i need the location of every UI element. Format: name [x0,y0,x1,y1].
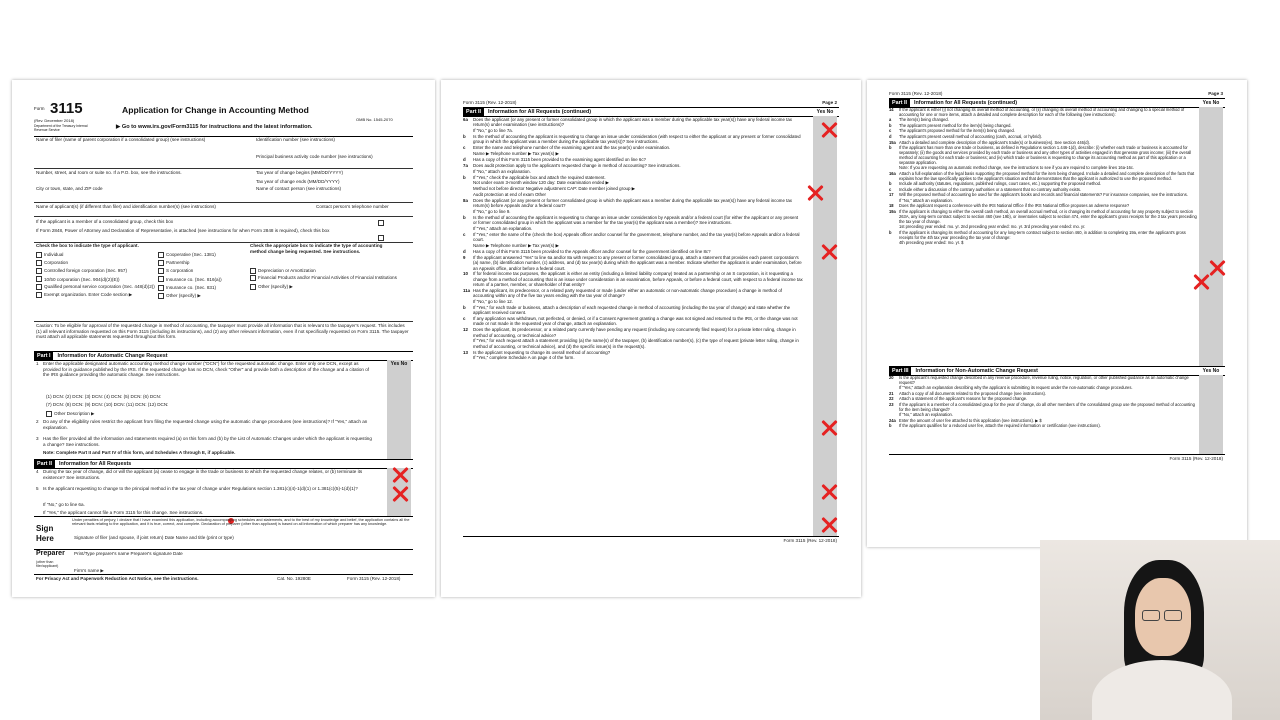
form-page-1: Form 3115 (Rev. December 2018) Department of the Treasury Internal Revenue Service Application for Change in Accounting Method ▶ Go to www.irs.gov/Form3115 for instructions and the latest information. OMB No. 1545-2070 Name of filer (name of parent corporation if a consolidated group) (see instructions) Identification number (see instructions) Principal business activity code number (see instructions) Number, street, and room or suite no. If a P.O. box, see the instructions. Tax year of change begins (MM/DD/YYYY) Tax year of change ends (MM/DD/YYYY) City or town, state, and ZIP code Name of contact person (see instructions) Name of applicant(s) (if different than filer) and identification number(s) (see instructions) Contact person's telephone number If the applicant is a member of a consolidated group, check this box If Form 2848, Power of Attorney and Declaration of Representative, is attached (see instructions for when Form 2848 is required), check this box Check the box to indicate the type of applicant. Individual Corporation Controlled foreign corporation (Sec. 957) 10/50 corporation (Sec. 904(d)(2)(E)) Qualified personal service corporation (Sec. 448(d)(2)) Exempt organization. Enter Code section ▶ Cooperative (Sec. 1381) Partnership S corporation Insurance co. (Sec. 816(a)) Insurance co. (Sec. 831) Other (specify) ▶ Check the appropriate box to indicate the type of accounting method change being requested. See instructions. Depreciation or Amortization Financial Products and/or Financial Activities of Financial Institutions Other (specify) ▶ Caution: To be eligible for approval of the requested change in method of accounting, the taxpayer must provide all information that is relevant to the taxpayer's request. This includes (1) all relevant information requested on this Form 3115 (including its instructions), and (2) any other relevant information, even if not specifically requested on Form 3115. The taxpayer must attach all applicable statements requested throughout this form. Part I Information for Automatic Change Request Yes No 1 Enter the applicable designated automatic accounting method change number ("DCN") for the requested automatic change. Enter only one DCN, except as provided for in guidance published by the IRS. If the requested change has no DCN, check "Other" and provide both a description of the change and a citation of the IRS guidance providing the automatic change. See instructions. (1) DCN: (2) DCN: (3) DCN: (4) DCN: (5) DCN: (6) DCN: (7) DCN: (8) DCN: (9) DCN: (10) DCN: (11) DCN: (12) DCN: Other Description ▶ 2 Do any of the eligibility rules restrict the applicant from filing the requested change using the automatic change procedures (see instructions)? If "Yes," attach an explanation. 3 Has the filer provided all the information and statements required (a) on this form and (b) by the List of Automatic Changes under which the applicant is requesting a change? See instructions. Note: Complete Part II and Part IV of this form, and Schedules A through E, if applicable. Part II Information for All Requests 4 During the tax year of change, did or will the applicant (a) cease to engage in the trade or business to which the requested change relates, or (b) terminate its existence? See instructions. 5 Is the applicant requesting to change to the principal method in the tax year of change under Regulations section 1.381(c)(4)-1(d)(1) or 1.381(c)(5)-1(d)(1)? If "No," go to line 6a. If "Yes," the applicant cannot file a Form 3115 for this change. See instructions. Sign Here Under penalties of perjury, I declare that I have examined this application, including accompanying schedules and statements, and to the best of my knowledge and belief, the application contains all the relevant facts relating to the application, and it is true, correct, and complete. Declaration of preparer (other than applicant) is based on all information of which preparer has any knowledge. Signature of filer (and spouse, if joint return) Date Name and title (print or type) Preparer (other than filer/applicant) Print/Type preparer's name Preparer's signature Date Firm's name ▶ For Privacy Act and Paperwork Reduction Act Notice, see the instructions. Cat. No. 19280E Form 3115 (Rev. 12-2018) [12,80,435,597]
form-line [463,128,803,133]
line-text: Is the applicant requesting to change its overall method of accounting? [473,349,611,355]
line-number [463,128,473,133]
yes-no-header: Yes No [816,109,834,115]
line-number [889,241,899,246]
line-number: 7a [463,162,468,168]
form-line [889,376,1197,386]
line-text: Attach a full explanation of the legal basis supporting the proposed method for the item being changed. Include a detailed and complete description of the facts that explains how the law specifically applies to the applicant's situation and that demonstrates that the applicant is authorized to use the proposed method. [899,170,1195,181]
line-text: Attach a detailed and complete description of the applicant's trade(s) or business(es). See section 446(d). [899,139,1091,145]
line-text: Not under exam 3-month window 120 day: Date examination ended ▶ [473,180,609,186]
line-number [463,180,473,185]
page3-part2-header: Part II Information for All Requests (continued) [889,98,1225,108]
line-text: Method not before director Negative adjustment CAP: Date member joined group ▶ [473,186,636,192]
field-identification-number[interactable]: Identification number (see instructions) [256,137,335,142]
line-text: If any application was withdrawn, not perfected, or denied, or if a Consent Agreement granting a change was not signed and returned to the IRS, or the change was not made or not made in the requested year of change, attach an explanation. [473,316,798,327]
page2-part-header: Part II Information for All Requests (continued) [463,107,839,117]
line-number: c [463,232,466,238]
applicant-type-heading: Check the box to indicate the type of applicant. [36,243,139,248]
line-text: Is the applicant's requested change described in any revenue procedure, revenue ruling, notice, regulation, or other published guidance as an automatic change request? [899,375,1189,385]
line-text: 4th preceding year ended: mo. yr. $ [899,240,964,246]
applicant-type-corporation[interactable]: Corporation [36,259,156,267]
form-line [889,231,1197,241]
line-number: b [889,181,892,187]
line-text: If for federal income tax purposes, the applicant is either an entity (including a limited liability company) treated as a partnership or an S corporation, is it requesting a change from a method of accounting that is an issue under consideration in an examination, before Appeals, or before a federal court, with respect to a federal income tax return of a partner, member, or shareholder of that entity? [473,271,803,288]
line-number: c [889,186,892,192]
form-line [463,209,803,214]
dcn-row-1[interactable]: (1) DCN: (2) DCN: (3) DCN: (4) DCN: (5) DCN: (6) DCN: [46,394,162,399]
line-text: If the applicant is either (i) not changing its overall method of accounting, or (ii) changing its overall method of accounting and changing to a special method of accounting for one or more items, attach a detailed and complete description for each of the following (see instructions): [899,107,1185,117]
dcn-other[interactable]: Other Description ▶ [46,411,246,417]
field-year-begins[interactable]: Tax year of change begins (MM/DD/YYYY) [256,170,344,175]
form-line [463,192,803,197]
line-number [463,209,473,214]
form-line [463,255,803,271]
line-number: 12 [463,327,468,333]
page3-header-right: Page 3 [1208,91,1223,96]
applicant-type-cooperative[interactable]: Cooperative (Sec. 1381) [158,251,248,259]
form-footer: Form 3115 (Rev. 12-2018) [347,576,401,581]
form-line [463,355,803,360]
line-text: 1st preceding year ended: mo. yr. 2nd preceding year ended: mo. yr. 3rd preceding year ended: mo. yr. [899,224,1086,230]
line-number: d [463,249,466,255]
consolidated-checkbox[interactable] [378,220,384,226]
line-text: If the applicant is changing to either the overall cash method, an overall accrual method, or is changing its method of accounting for any property subject to section 263A, any long-term contract subject to section 460 (see 19b), or inventories subject to section 474, enter the applicant's gross receipts for the 3 tax years preceding the tax year of change. [899,208,1197,224]
line-text: If "No," go to line 9. [473,209,511,215]
form-line [889,172,1197,182]
line-number [463,186,473,191]
form2848-checkbox[interactable] [378,235,384,241]
red-x-mark [807,185,823,201]
red-x-mark [392,467,408,483]
form-line [889,210,1197,225]
field-applicants[interactable]: Name of applicant(s) (if different than filer) and identification number(s) (see instructions) [36,204,216,209]
line-number: d [463,156,466,162]
line-number: 9 [463,255,466,261]
page2-header-left: Form 3115 (Rev. 12-2018) [463,100,517,105]
line-text: Enter the name and telephone number of the examining agent and the tax year(s) under examination. [473,145,671,151]
page3-footer: Form 3115 (Rev. 12-2018) [1169,456,1223,461]
yes-no-header: Yes No [1202,368,1220,374]
line-number: 24a [889,417,896,423]
method-depreciation[interactable]: Depreciation or Amortization [250,267,410,275]
page3-part3-header: Part III Information for Non-Automatic Change Request [889,366,1225,376]
line-number: 20 [889,375,894,380]
line-number: 18 [889,203,894,209]
line-number: b [889,229,892,235]
line-number [463,151,473,156]
applicant-type-insurance-816[interactable]: Insurance co. (Sec. 816(a)) [158,276,248,284]
line-number: 8a [463,198,468,204]
line-text: Has a copy of this Form 3115 been provided to the Appeals officer and/or counsel for the government identified on line 8c? [473,249,711,255]
line-text: Does the applicant (or any present or former consolidated group in which the applicant was a member during the applicable tax year(s)) have any federal income tax return(s) before Appeals and/or a federal court? [473,198,792,209]
line-number: 10 [463,271,468,277]
applicant-type-list-1 [36,251,156,298]
line-number: b [889,122,892,128]
form-line [889,424,1197,429]
applicant-type-insurance-831[interactable]: Insurance co. (Sec. 831) [158,284,248,292]
line-text: If "Yes," check the applicable box and attach the required statement. [473,174,606,180]
question-5: Is the applicant requesting to change to the principal method in the tax year of change under Regulations section 1.381(c)(4)-1(d)(1) or 1.381(c)(5)-1(d)(1)? [43,486,358,491]
form-line [463,151,803,156]
applicant-type-exempt[interactable]: Exempt organization. Enter Code section ▶ [36,292,156,298]
method-type-heading: Check the appropriate box to indicate the type of accounting method change being requested. See instructions. [250,243,383,254]
question-5b: If "Yes," the applicant cannot file a Form 3115 for this change. See instructions. [43,510,204,515]
question-2: Do any of the eligibility rules restrict the applicant from filing the requested change using the automatic change procedures (see instructions)? If "Yes," attach an explanation. [43,419,368,430]
field-year-ends[interactable]: Tax year of change ends (MM/DD/YYYY) [256,179,340,184]
applicant-type-cfc[interactable]: Controlled foreign corporation (Sec. 957) [36,267,156,275]
line-number [463,355,473,360]
line-text: Note: If you are requesting an automatic method change, see the instructions to see if you are required to complete lines 16a-16c. [899,165,1135,171]
line-text: If "No," go to line 12. [473,299,513,305]
line-number [463,299,473,304]
red-x-mark [821,122,837,138]
form-line [463,327,803,338]
form-line [463,198,803,209]
red-x-mark [821,420,837,436]
line-text: If the applicant qualifies for a reduced user fee, attach the required information or certification (see instructions). [899,423,1101,429]
yes-no-header: Yes No [390,361,408,367]
form-page-3 [867,80,1247,547]
line-text: Name ▶ Telephone number ▶ Tax year(s) ▶ [473,151,559,157]
line-number [463,338,473,349]
form-line [463,299,803,304]
line-number: 15a [889,139,896,145]
line-text: If the applicant answered "Yes" to line 6a and/or 8a with respect to any present or former consolidated group, attach a statement that provides each parent corporation's (a) name, (b) identification number, (c) address, and (d) tax year(s) during which the applicant was a member. Indicate whether the applicant is under examination, before an Appeals office, and/or before a federal court. [473,255,802,271]
form-line [889,108,1197,118]
applicant-type-list-2 [158,251,248,300]
omb-number: OMB No. 1545-2070 [356,117,393,122]
line-number [463,169,473,174]
form-label: Form [34,106,45,111]
red-x-mark [392,486,408,502]
line-number: a [889,117,892,123]
question-3-note: Note: Complete Part II and Part IV of this form, and Schedules A through E, if applicable. [43,450,236,455]
applicant-type-partnership[interactable]: Partnership [158,259,248,267]
form-title: Application for Change in Accounting Method [122,105,309,115]
red-x-mark [1209,260,1225,276]
form-line [463,271,803,287]
form-line [463,180,803,185]
presenter-shirt [1092,660,1232,720]
line-text: If "No," attach an explanation. [899,412,953,418]
line-text: If "No," go to line 7a. [473,128,513,134]
page2-lines [463,117,803,361]
line-text: The item(s) being changed. [899,117,949,123]
form-line [463,117,803,128]
form-line [463,338,803,349]
page3-header-left: Form 3115 (Rev. 12-2018) [889,91,943,96]
line-text: Name ▶ Telephone number ▶ Tax year(s) ▶ [473,243,559,249]
caution-text: Caution: To be eligible for approval of the requested change in method of accounting, the taxpayer must provide all information that is relevant to the taxpayer's request. This includes (1) all relevant information requested on this Form 3115 (including its instructions), and (2) any other relevant information, even if not specifically requested on Form 3115. The taxpayer must attach all applicable statements requested throughout this form. [36,323,409,340]
page3-part3-lines [889,376,1197,430]
line-text: Enter the amount of user fee attached to this application (see instructions). ▶ $ [899,417,1042,423]
line-number: b [463,174,466,180]
preparer-label: Preparer [36,550,65,557]
line-text: If "Yes," for each trade or business, attach a description of each requested change in method of accounting (including the tax year of change) and state whether the applicant received consent. [473,304,791,316]
line-text: Is the method of accounting the applicant is requesting to change an issue under consideration by Appeals and/or a federal court (for either the applicant or any present or former consolidated group in which the applicant was a member for the tax year(s) the applicant was a member)? See instructions. [473,215,799,226]
form-line [463,157,803,162]
form2848-text: If Form 2848, Power of Attorney and Declaration of Representative, is attached (see instructions for when Form 2848 is required), check this box [36,228,330,233]
red-x-mark [821,244,837,260]
line-text: If the applicant has more than one trade or business, as defined in Regulations section 1.446-1(d), describe: (i) whether each trade or business is accounted for separately; (ii) the goods and services provided by each trade or business and any other types of activities engaged in that generate gross income; (iii) the overall method of accounting for each trade or business; and (iv) which trade or business is requesting to change its accounting method as part of this application or a separate application. [899,145,1192,165]
page2-footer: Form 3115 (Rev. 12-2018) [783,538,837,543]
red-x-mark [1193,274,1209,290]
line-text: If the applicant is a member of a consolidated group for the year of change, do all other members of the consolidated group use the proposed method of accounting for the item being changed? [899,401,1195,412]
method-financial-products[interactable]: Financial Products and/or Financial Activities of Financial Institutions [250,275,410,281]
part2-header: Part II Information for All Requests [34,459,413,469]
form-line [463,134,803,145]
field-city[interactable]: City or town, state, and ZIP code [36,186,103,191]
form-line [463,186,803,191]
line-number: c [463,145,466,151]
line-text: Will the proposed method of accounting be used for the applicant's books and records and financial statements? For insurance companies, see the instructions. [899,192,1188,198]
form-dept: Department of the Treasury Internal Revenue Service [34,124,88,132]
form-page-2 [441,80,861,597]
field-business-code[interactable]: Principal business activity code number (see instructions) [256,154,373,159]
line-text: If the applicant is changing its method of accounting for any long-term contract subject to section 460, in addition to completing 19a, enter the applicant's gross receipts for the 4th tax year preceding the tax year of change: [899,229,1186,240]
line-number: 19a [889,208,896,214]
glasses-icon [1142,610,1184,620]
line-number: d [889,133,892,139]
line-number [463,226,473,231]
form-line [463,169,803,174]
privacy-notice: For Privacy Act and Paperwork Reduction Act Notice, see the instructions. [36,576,199,581]
line-number: 23 [889,401,894,407]
red-x-mark [821,484,837,500]
line-number: c [889,128,892,134]
cat-number: Cat. No. 19280E [277,576,311,581]
line-text: Does audit protection apply to the applicant's requested change in method of accounting? See instructions. [473,162,681,168]
applicant-type-individual[interactable]: Individual [36,251,156,259]
form-line [463,232,803,243]
line-text: Attach a statement of the applicant's reasons for the proposed change. [899,396,1028,402]
field-filer-name[interactable]: Name of filer (name of parent corporation if a consolidated group) (see instructions) [36,137,206,142]
line-text: The applicant's present overall method of accounting (cash, accrual, or hybrid). [899,133,1042,139]
presenter-webcam [1040,540,1280,720]
form-line [463,226,803,231]
line-number: 11a [463,287,471,293]
form-line [463,175,803,180]
line-number: c [463,316,466,322]
line-number: b [889,145,892,151]
question-1: Enter the applicable designated automatic accounting method change number ("DCN") for the requested automatic change. Enter only one DCN, except as provided for in guidance published by the IRS. If the requested change has no DCN, check "Other" and provide both a description of the change and a citation of the IRS guidance providing the automatic change. See instructions. [43,361,370,378]
red-x-mark [821,517,837,533]
line-text: Include all authority (statutes, regulations, published rulings, court cases, etc.) supporting the proposed method. [899,181,1102,187]
form-line [463,215,803,226]
line-number: 21 [889,390,894,396]
line-text: Include either a discussion of the contrary authorities or a statement that no contrary authority exists. [899,186,1082,192]
line-number: 14 [889,107,894,112]
line-text: Is the method of accounting the applicant is requesting to change an issue under consideration (with respect to either the applicant or any present or former consolidated group in which the applicant was a member during the applicable tax year(s))? See instructions. [473,134,801,145]
form-line [889,146,1197,166]
line-number: b [889,423,892,429]
question-4: During the tax year of change, did or will the applicant (a) cease to engage in the trade or business to which the requested change relates, or (b) terminate its existence? See instructions. [43,469,363,480]
preparer-sub: (other than filer/applicant) [36,560,59,569]
line-text: If "Yes," attach an explanation describing why the applicant is submitting its request under the non-automatic change procedures. [899,385,1133,391]
line-number: 17 [889,192,894,198]
field-contact-person[interactable]: Name of contact person (see instructions) [256,186,342,191]
perjury-statement: Under penalties of perjury, I declare that I have examined this application, including accompanying schedules and statements, and to the best of my knowledge and belief, the application contains all the relevant facts relating to the application, and it is true, correct, and complete. Declaration of preparer (other than applicant) is based on all information of which preparer has any knowledge. [72,518,410,527]
line-text: If "Yes," enter the name of the (check the box) Appeals officer and/or counsel for the government, telephone number, and the tax year(s) before Appeals and/or a federal court. [473,232,800,243]
line-number: b [463,134,466,140]
field-contact-phone[interactable]: Contact person's telephone number [316,204,389,209]
line-number: 6a [463,117,468,122]
page3-lines [889,108,1197,247]
consolidated-group-text: If the applicant is a member of a consolidated group, check this box [36,219,174,224]
line-text: Has a copy of this Form 3115 been provided to the examining agent identified on line 6c? [473,156,646,162]
question-5a: If "No," go to line 6a. [43,502,85,507]
part1-header: Part I Information for Automatic Change Request [34,351,413,361]
applicant-type-qpsc[interactable]: Qualified personal service corporation (Sec. 448(d)(2)) [36,284,156,290]
applicant-type-other[interactable]: Other (specify) ▶ [158,292,248,300]
sign-here-label: Sign Here [36,524,54,543]
form-number: 3115 [50,100,83,117]
line-number: 22 [889,396,894,402]
line-number: b [463,215,466,221]
line-text: If "Yes," attach an explanation. [473,226,533,232]
method-type-list [250,267,410,291]
form-line [463,288,803,299]
applicant-type-1050[interactable]: 10/50 corporation (Sec. 904(d)(2)(E)) [36,276,156,284]
form-line [463,145,803,150]
page2-header-right: Page 2 [822,100,837,105]
line-text: If "Yes," for each request attach a statement providing (a) the name(s) of the taxpayer, (b) identification number(s), (c) the type of request (private letter ruling, change in method of accounting, or technical advice), and (d) the specific issue(s) in the request(s). [473,338,799,349]
form-line [463,243,803,248]
form-line [463,305,803,316]
line-text: Audit protection at end of exam Other [473,192,546,198]
form-subtitle: ▶ Go to www.irs.gov/Form3115 for instructions and the latest information. [116,124,313,130]
form-line [889,241,1197,246]
line-number: b [463,304,466,310]
method-other[interactable]: Other (specify) ▶ [250,283,410,291]
line-number [463,192,473,197]
line-text: Does the applicant request a conference with the IRS National Office if the IRS National Office proposes an adverse response? [899,203,1130,209]
line-text: If "No," attach an explanation. [899,197,953,203]
form-line [463,316,803,327]
line-text: Attach a copy of all documents related to the proposed change (see instructions). [899,390,1047,396]
line-text: Has the applicant, its predecessor, or a related party requested or made (under either an automatic or non-automatic change procedure) a change in method of accounting within any of the five tax years ending with the tax year of change? [473,287,782,299]
line-text: Does the applicant, its predecessor, or a related party currently have pending any request (including any concurrently filed request) for a private letter ruling, change in method of accounting, or technical advice? [473,327,796,338]
form-line [463,350,803,355]
field-street[interactable]: Number, street, and room or suite no. If a P.O. box, see the instructions. [36,170,182,175]
preparer-fields[interactable]: Print/Type preparer's name Preparer's signature Date [74,551,183,556]
line-text: If "No," attach an explanation. [473,168,531,174]
line-number [463,243,473,248]
line-text: The applicant's present method for the item(s) being changed. [899,122,1012,128]
form-line [463,249,803,254]
applicant-type-s-corp[interactable]: S corporation [158,267,248,275]
form-rev: (Rev. December 2018) [34,118,75,123]
dcn-row-2[interactable]: (7) DCN: (8) DCN: (9) DCN: (10) DCN: (11) DCN: (12) DCN: [46,402,169,407]
line-text: The applicant's proposed method for the item(s) being changed. [899,128,1015,134]
form-line [463,163,803,168]
yes-no-header: Yes No [1202,100,1220,106]
form-line [889,403,1197,413]
line-text: Does the applicant (or any present or former consolidated group in which the applicant was a member during the applicable tax year(s)) have any federal income tax return(s) under examination (see instructions)? [473,117,792,128]
line-number: 16a [889,170,896,176]
firm-name-field[interactable]: Firm's name ▶ [74,568,104,573]
line-text: If "Yes," complete Schedule A on page 4 of the form. [473,355,575,361]
signature-fields[interactable]: Signature of filer (and spouse, if joint return) Date Name and title (print or type) [74,535,234,540]
line-number: 13 [463,349,468,355]
question-3: Has the filer provided all the information and statements required (a) on this form and (b) by the List of Automatic Changes under which the applicant is requesting a change? See instructions. [43,436,372,447]
